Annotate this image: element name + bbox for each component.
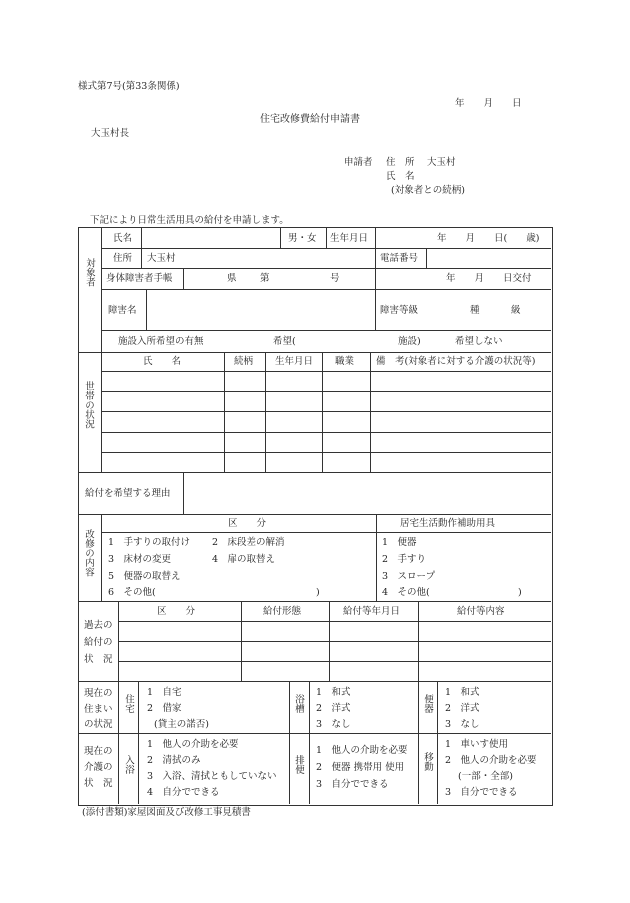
disability-type: 種 — [470, 305, 480, 316]
past-label-line2: 給付の — [84, 637, 113, 648]
phone-label: 電話番号 — [380, 253, 419, 264]
household-header-name: 氏 名 — [143, 356, 182, 367]
living-label-line3: の状況 — [84, 719, 113, 730]
applicant-label: 申請者 — [344, 157, 373, 168]
bathing-option-2: 2 清拭のみ — [147, 755, 201, 766]
applicant-name-label: 氏 名 — [386, 171, 415, 182]
household-section-label: 世帯の状況 — [83, 381, 94, 429]
renovation-item-3: 3 床材の変更 — [108, 554, 172, 565]
reason-label: 給付を希望する理由 — [85, 488, 171, 499]
aid-item-1: 1 便器 — [382, 537, 417, 548]
renovation-item-6: 6 その他( — [108, 587, 156, 598]
aid-item-4: 4 その他( — [382, 587, 430, 598]
handbook-prefecture: 県 — [227, 273, 237, 284]
intro-text: 下記により日常生活用具の給付を申請します。 — [90, 215, 289, 226]
household-header-occupation: 職業 — [335, 356, 355, 367]
renovation-aids-header: 居宅生活動作補助用具 — [400, 518, 496, 529]
household-header-birthdate: 生年月日 — [275, 356, 314, 367]
care-label-line1: 現在の — [84, 746, 113, 757]
bathing-option-3: 3 入浴、清拭ともしていない — [147, 771, 277, 782]
toilet-option-2: 2 洋式 — [445, 703, 480, 714]
birthdate-label: 生年月日 — [330, 233, 369, 244]
housing-option-1: 1 自宅 — [147, 687, 182, 698]
bathing-label: 入浴 — [123, 755, 134, 774]
excretion-option-3: 3 自分でできる — [316, 779, 389, 790]
past-header-date: 給付等年月日 — [343, 606, 401, 617]
subject-address-label: 住所 — [113, 253, 133, 264]
bath-label: 浴槽 — [293, 694, 304, 713]
renovation-item-1: 1 手すりの取付け — [108, 537, 191, 548]
relation-note: (対象者との続柄) — [391, 185, 465, 196]
past-header-content: 給付等内容 — [457, 606, 505, 617]
aid-item-2: 2 手すり — [382, 554, 427, 565]
housing-option-note: (貸主の諾否) — [154, 719, 209, 730]
form-number: 様式第7号(第33条関係) — [78, 81, 180, 92]
disability-grade: 級 — [511, 305, 521, 316]
past-label-line3: 状 況 — [84, 654, 113, 665]
bath-option-3: 3 なし — [316, 719, 351, 730]
bathing-option-1: 1 他人の介助を必要 — [147, 739, 239, 750]
care-label-line2: 介護の — [84, 762, 113, 773]
mobility-option-note: (一部・全部) — [458, 771, 513, 782]
past-label-line1: 過去の — [84, 620, 113, 631]
subject-name-label: 氏名 — [113, 233, 133, 244]
facility-close: 施設) — [398, 336, 421, 347]
toilet-label: 便器 — [422, 694, 433, 713]
date-line: 年 月 日 — [455, 98, 522, 109]
housing-option-2: 2 借家 — [147, 703, 182, 714]
handbook-number-prefix: 第 — [260, 273, 270, 284]
facility-no: 希望しない — [455, 336, 503, 347]
bathing-option-4: 4 自分でできる — [147, 787, 220, 798]
care-label-line3: 状 況 — [84, 778, 113, 789]
toilet-option-3: 3 なし — [445, 719, 480, 730]
living-label-line2: 住まい — [84, 704, 113, 715]
household-header-remarks: 備 考(対象者に対する介護の状況等) — [376, 356, 536, 367]
birthdate-value: 年 月 日( 歳) — [437, 233, 540, 244]
subject-section-label: 対象者 — [84, 258, 95, 287]
facility-wish: 希望( — [273, 336, 296, 347]
past-header-form: 給付形態 — [263, 606, 302, 617]
bath-option-2: 2 洋式 — [316, 703, 351, 714]
aid-item-3: 3 スロープ — [382, 571, 436, 582]
renovation-item-4: 4 扉の取替え — [212, 554, 276, 565]
renovation-item-6-close: ) — [316, 587, 320, 598]
handbook-issue-date: 年 月 日交付 — [446, 273, 532, 284]
renovation-section-label: 改修の内容 — [83, 529, 94, 577]
living-label-line1: 現在の — [84, 688, 113, 699]
disability-name-label: 障害名 — [108, 305, 137, 316]
past-header-kubun: 区 分 — [157, 606, 196, 617]
renovation-item-5: 5 便器の取替え — [108, 571, 181, 582]
handbook-number-suffix: 号 — [330, 273, 340, 284]
excretion-option-2: 2 便器 携帯用 使用 — [316, 762, 405, 773]
aid-item-4-close: ) — [518, 587, 522, 598]
mobility-label: 移動 — [422, 752, 433, 771]
disability-grade-label: 障害等級 — [380, 305, 419, 316]
addressee: 大玉村長 — [91, 128, 130, 139]
excretion-label: 排便 — [293, 755, 304, 774]
bath-option-1: 1 和式 — [316, 687, 351, 698]
applicant-address-value: 大玉村 — [427, 157, 456, 168]
mobility-option-1: 1 車いす使用 — [445, 739, 509, 750]
facility-label: 施設入所希望の有無 — [118, 336, 204, 347]
handbook-label: 身体障害者手帳 — [106, 273, 173, 284]
household-header-relation: 続柄 — [234, 356, 254, 367]
form-title: 住宅改修費給付申請書 — [260, 114, 360, 125]
subject-address-value: 大玉村 — [147, 253, 176, 264]
applicant-address-label: 住 所 — [386, 157, 415, 168]
renovation-item-2: 2 床段差の解消 — [212, 537, 285, 548]
housing-label: 住宅 — [123, 694, 134, 713]
excretion-option-1: 1 他人の介助を必要 — [316, 745, 408, 756]
toilet-option-1: 1 和式 — [445, 687, 480, 698]
mobility-option-2: 2 他人の介助を必要 — [445, 755, 537, 766]
attachments-note: (添付書類)家屋図面及び改修工事見積書 — [82, 807, 251, 818]
gender-choice: 男・女 — [288, 233, 317, 244]
renovation-kubun-header: 区 分 — [228, 518, 267, 529]
mobility-option-3: 3 自分でできる — [445, 787, 518, 798]
